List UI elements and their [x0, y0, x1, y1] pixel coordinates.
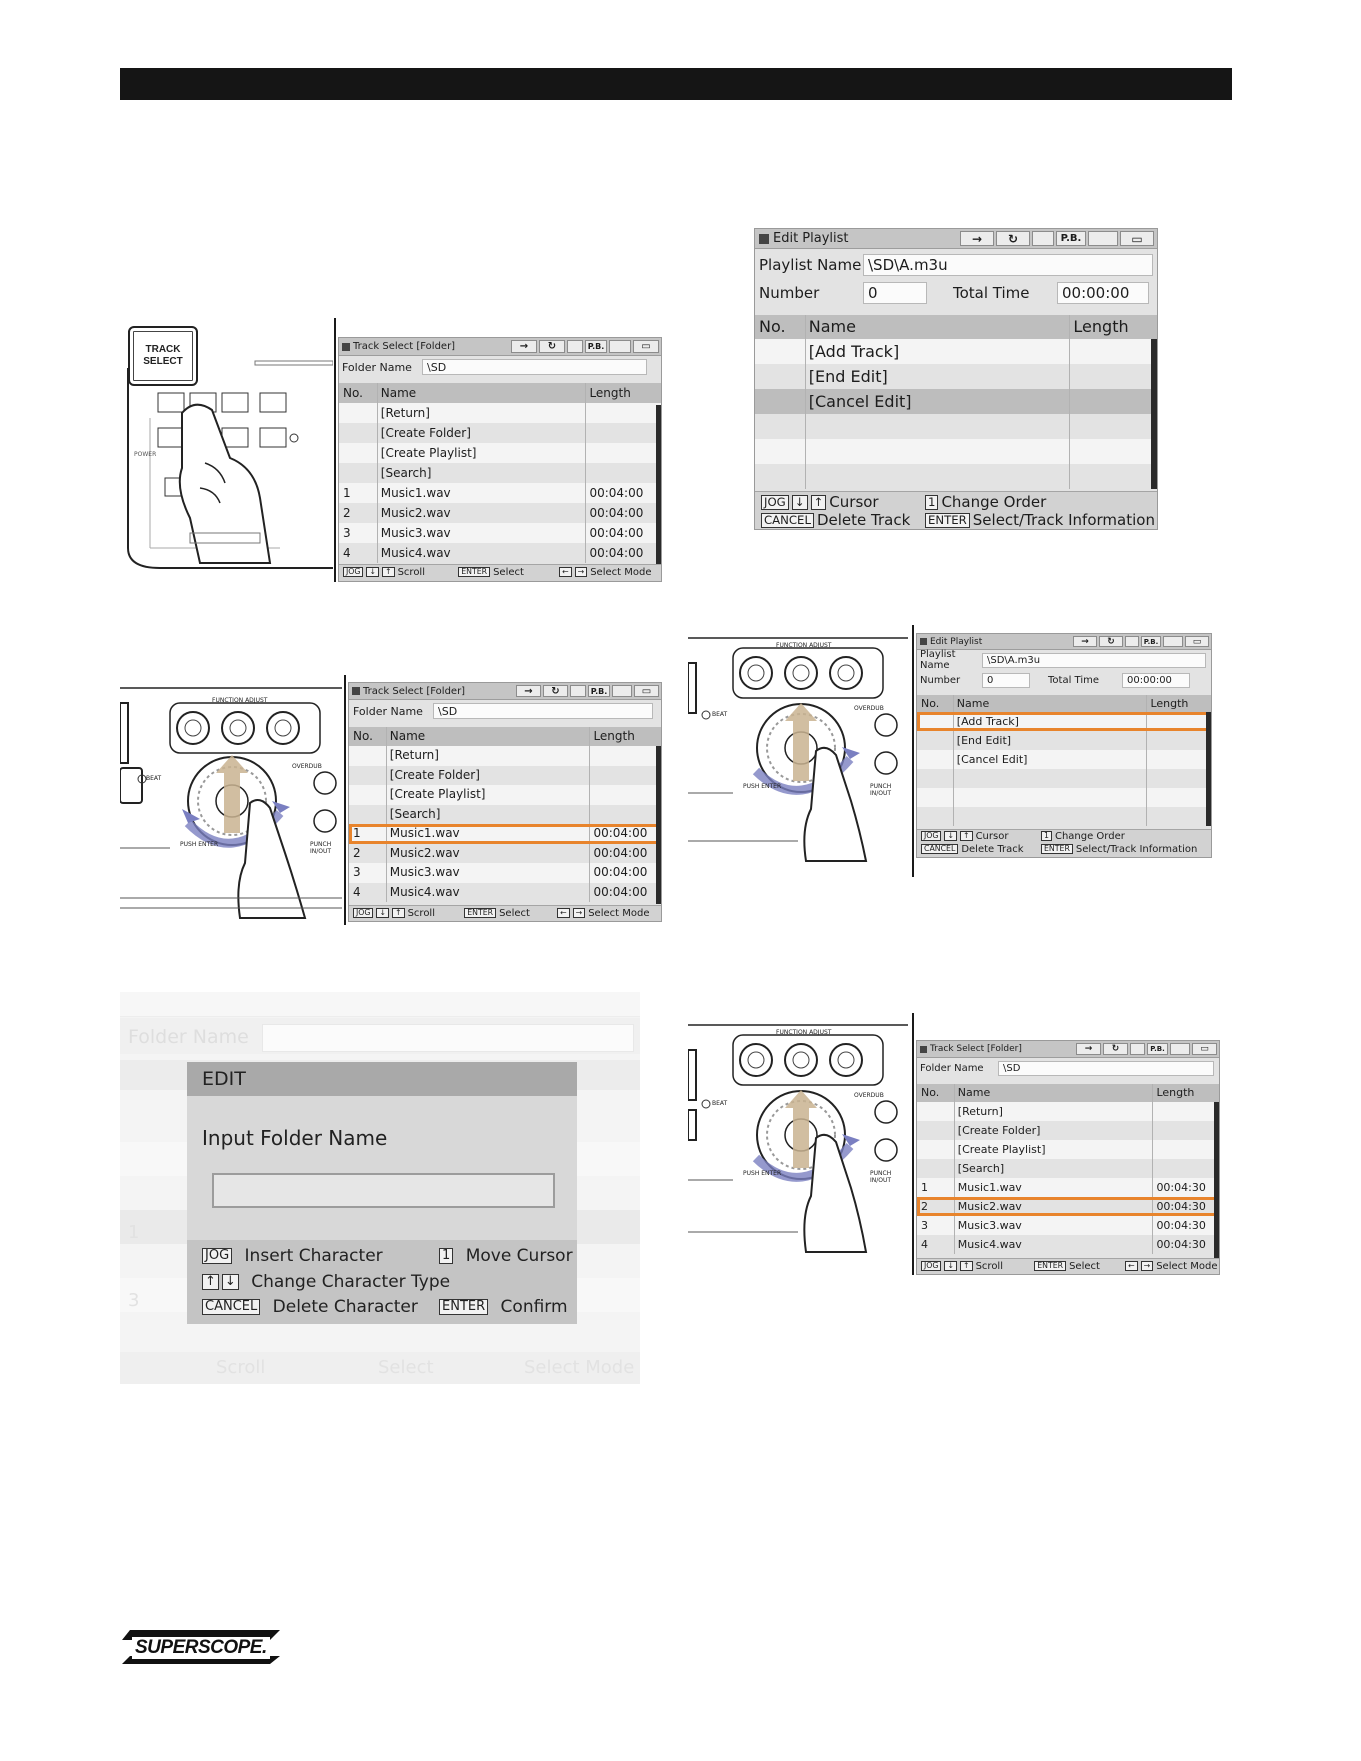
- one-key: 1: [439, 1248, 453, 1264]
- folder-name-field[interactable]: \SD: [998, 1061, 1214, 1076]
- row-name: [Return]: [955, 1102, 1154, 1121]
- table-row[interactable]: [917, 1140, 1219, 1159]
- battery-icon: ▭: [1192, 1043, 1217, 1055]
- divider-line-3: [912, 625, 914, 877]
- divider-line-4: [912, 1013, 914, 1275]
- pb-indicator: P.B.: [1056, 231, 1086, 246]
- table-row[interactable]: [349, 883, 661, 903]
- table-row[interactable]: [349, 766, 661, 786]
- edit-dialog: [187, 1062, 577, 1324]
- battery-icon: ▭: [1120, 231, 1154, 246]
- pb-indicator: P.B.: [1141, 636, 1161, 648]
- row-number: [917, 731, 954, 750]
- total-time-field[interactable]: 00:00:00: [1057, 282, 1149, 304]
- edit-dialog-title: EDIT: [202, 1068, 246, 1090]
- row-length: [586, 463, 661, 483]
- row-number: [349, 805, 387, 825]
- row-name: Music2.wav: [955, 1197, 1154, 1216]
- row-length: 00:04:30: [1156, 1238, 1206, 1251]
- blank-indicator: [570, 685, 586, 697]
- row-length: [1147, 712, 1211, 731]
- row-number: 4: [339, 543, 378, 563]
- row-name: [Return]: [378, 403, 587, 423]
- table-row[interactable]: [917, 1216, 1219, 1235]
- arrow-icon: →: [511, 340, 537, 353]
- row-name: Music4.wav: [378, 543, 587, 563]
- jog-key: JOG: [202, 1248, 232, 1264]
- row-number: [755, 389, 806, 414]
- row-name: [954, 807, 1148, 826]
- screen-footer: JOG ↓ ↑ Cursor 1 Change Order CANCEL Delete Track ENTER Select/Track Information: [755, 491, 1157, 529]
- row-number: [755, 464, 806, 489]
- row-length: 00:04:00: [593, 884, 648, 899]
- playlist-name-field[interactable]: \SD\A.m3u: [863, 254, 1153, 276]
- row-number: 3: [339, 523, 378, 543]
- blank-indicator: [1032, 231, 1054, 246]
- row-name: [Cancel Edit]: [954, 750, 1148, 769]
- row-name: [Create Folder]: [955, 1121, 1154, 1140]
- row-name: [End Edit]: [954, 731, 1148, 750]
- screen-footer: JOG ↓ ↑ Cursor 1 Change Order CANCEL Delete Track ENTER Select/Track Information: [917, 829, 1211, 857]
- track-select-screen-2: [348, 682, 662, 922]
- superscope-logo: [120, 1628, 288, 1668]
- faded-folder-field: [262, 1024, 634, 1052]
- screen-title: Track Select [Folder]: [930, 1044, 1022, 1054]
- row-name: Music2.wav: [387, 844, 591, 864]
- row-name: Music1.wav: [955, 1178, 1154, 1197]
- faded-footer-select-mode: Select Mode: [524, 1357, 635, 1378]
- row-length: 00:04:00: [589, 506, 644, 520]
- row-name: Music4.wav: [955, 1235, 1154, 1254]
- row-number: [349, 766, 387, 786]
- faded-row-no: 3: [128, 1290, 140, 1311]
- screen-title: Track Select [Folder]: [353, 341, 456, 352]
- row-length: [1153, 1140, 1219, 1159]
- row-length: [1153, 1102, 1219, 1121]
- battery-icon: ▭: [633, 340, 659, 353]
- row-length: 00:04:30: [1156, 1181, 1206, 1194]
- table-row[interactable]: [349, 805, 661, 825]
- cancel-key: CANCEL: [202, 1299, 260, 1315]
- row-number: 2: [917, 1197, 955, 1216]
- row-name: [954, 788, 1148, 807]
- row-number: 1: [917, 1178, 955, 1197]
- beat-label: BEAT: [712, 1100, 728, 1107]
- table-row[interactable]: [917, 1197, 1219, 1216]
- table-row[interactable]: [917, 1121, 1219, 1140]
- row-length: [590, 805, 661, 825]
- table-row[interactable]: [917, 807, 1211, 826]
- table-row[interactable]: [339, 403, 661, 423]
- row-name: [806, 464, 1071, 489]
- status-square-icon: [759, 234, 769, 244]
- status-square-icon: [920, 1046, 927, 1053]
- screen-title: Edit Playlist: [930, 636, 983, 647]
- punch-label: PUNCH IN/OUT: [870, 1170, 892, 1184]
- row-name: [Cancel Edit]: [806, 389, 1071, 414]
- row-name: [Search]: [955, 1159, 1154, 1178]
- jog-dial-illustration-2: [688, 633, 908, 865]
- row-number: 2: [349, 844, 387, 864]
- total-time-label: Total Time: [1048, 674, 1100, 686]
- row-length: [586, 423, 661, 443]
- row-length: [1147, 807, 1211, 826]
- row-number: [917, 1121, 955, 1140]
- table-row[interactable]: [349, 844, 661, 864]
- scrollbar[interactable]: [656, 405, 661, 565]
- playlist-name-field[interactable]: \SD\A.m3u: [982, 653, 1206, 668]
- enter-key: ENTER: [439, 1299, 488, 1315]
- function-adjust-label: FUNCTION ADJUST: [776, 642, 832, 649]
- col-length-header: Length: [1150, 697, 1189, 710]
- row-number: [917, 1102, 955, 1121]
- total-time-label: Total Time: [953, 284, 1030, 302]
- edit-dialog-title-bar: [187, 1062, 577, 1096]
- row-name: [Create Folder]: [378, 423, 587, 443]
- table-row[interactable]: [917, 769, 1211, 788]
- row-number: [917, 807, 954, 826]
- blank-indicator: [1163, 636, 1183, 648]
- row-name: [806, 439, 1071, 464]
- row-number: [917, 1159, 955, 1178]
- table-row[interactable]: [917, 1102, 1219, 1121]
- row-number: 4: [917, 1235, 955, 1254]
- push-enter-label: PUSH ENTER: [743, 1170, 782, 1177]
- punch-label: PUNCH IN/OUT: [310, 841, 332, 855]
- row-number: [755, 439, 806, 464]
- table-row[interactable]: [755, 414, 1157, 439]
- number-label: Number: [920, 674, 961, 686]
- folder-name-label: Folder Name: [353, 704, 423, 718]
- row-number: [917, 750, 954, 769]
- row-number: [339, 463, 378, 483]
- track-select-callout: [128, 326, 198, 386]
- row-length: 00:04:00: [589, 526, 644, 540]
- push-enter-label: PUSH ENTER: [743, 783, 782, 790]
- jog-dial-drawing: [688, 1020, 908, 1260]
- status-square-icon: [920, 638, 927, 645]
- screen-footer: JOG ↓ ↑ Scroll ENTER Select ← → Select Mode: [349, 905, 661, 921]
- screen-title: Edit Playlist: [773, 231, 849, 246]
- overdub-label: OVERDUB: [854, 705, 884, 712]
- status-square-icon: [342, 343, 350, 351]
- row-name: Music1.wav: [378, 483, 587, 503]
- col-length-header: Length: [1073, 317, 1129, 336]
- table-row[interactable]: [339, 463, 661, 483]
- screen-title: Track Select [Folder]: [363, 685, 466, 697]
- total-time-field[interactable]: 00:00:00: [1122, 673, 1190, 688]
- folder-name-field[interactable]: \SD: [422, 359, 647, 375]
- col-name-header: Name: [378, 383, 587, 403]
- battery-icon: ▭: [1185, 636, 1209, 648]
- edit-playlist-screen-small: [916, 633, 1212, 858]
- row-length: [1153, 1121, 1219, 1140]
- row-name: [806, 414, 1071, 439]
- folder-name-field[interactable]: \SD: [433, 703, 653, 719]
- blank-indicator: [1130, 1043, 1145, 1055]
- row-number: [755, 414, 806, 439]
- col-name-header: Name: [955, 1084, 1154, 1102]
- col-no-header: No.: [917, 1084, 955, 1102]
- col-name-header: Name: [387, 727, 591, 746]
- row-name: [Search]: [387, 805, 591, 825]
- row-length: [1147, 731, 1211, 750]
- row-number: 3: [349, 863, 387, 883]
- battery-icon: ▭: [634, 685, 659, 697]
- table-row[interactable]: [349, 746, 661, 766]
- row-length: [1070, 414, 1157, 439]
- blank-indicator: [609, 340, 631, 353]
- row-length: 00:04:30: [1156, 1200, 1206, 1213]
- row-length: [1070, 364, 1157, 389]
- row-number: [917, 1140, 955, 1159]
- status-square-icon: [352, 687, 360, 695]
- beat-label: BEAT: [712, 711, 728, 718]
- playlist-name-label: Playlist Name: [920, 649, 956, 671]
- row-number: [917, 788, 954, 807]
- blank-indicator: [1125, 636, 1139, 648]
- beat-label: BEAT: [146, 775, 162, 782]
- repeat-icon: ↻: [539, 340, 565, 353]
- overdub-label: OVERDUB: [854, 1092, 884, 1099]
- table-row[interactable]: [917, 1159, 1219, 1178]
- track-select-button-illustration: [120, 318, 333, 580]
- track-select-screen-1: [338, 337, 662, 582]
- row-number: [755, 339, 806, 364]
- table-row[interactable]: [339, 543, 661, 563]
- table-row[interactable]: [755, 439, 1157, 464]
- table-row[interactable]: [339, 483, 661, 503]
- row-length: [590, 766, 661, 786]
- row-number: [917, 769, 954, 788]
- table-row[interactable]: [339, 423, 661, 443]
- row-length: [1153, 1159, 1219, 1178]
- row-number: 3: [917, 1216, 955, 1235]
- row-length: [1070, 439, 1157, 464]
- table-row[interactable]: [755, 389, 1157, 414]
- arrow-icon: →: [516, 685, 541, 697]
- table-row[interactable]: [917, 750, 1211, 769]
- arrow-icon: →: [1073, 636, 1097, 648]
- table-row[interactable]: [339, 503, 661, 523]
- logo-text: SUPERSCOPE.: [132, 1637, 270, 1659]
- row-name: Music3.wav: [387, 863, 591, 883]
- table-row[interactable]: [917, 731, 1211, 750]
- table-row[interactable]: [349, 824, 661, 844]
- table-row[interactable]: [755, 339, 1157, 364]
- pb-indicator: P.B.: [1147, 1043, 1168, 1055]
- number-field[interactable]: 0: [863, 282, 927, 304]
- row-name: [End Edit]: [806, 364, 1071, 389]
- screen-footer: JOG ↓ ↑ Scroll ENTER Select ← → Select Mode: [917, 1258, 1219, 1274]
- section-header-bar: [120, 68, 1232, 100]
- row-name: Music3.wav: [378, 523, 587, 543]
- edit-dialog-prompt: Input Folder Name: [202, 1126, 388, 1150]
- number-field[interactable]: 0: [982, 673, 1030, 688]
- row-number: [339, 403, 378, 423]
- row-name: [954, 769, 1148, 788]
- repeat-icon: ↻: [543, 685, 568, 697]
- row-length: [1147, 750, 1211, 769]
- col-length-header: Length: [589, 386, 631, 400]
- row-name: [Add Track]: [954, 712, 1148, 731]
- scrollbar[interactable]: [1206, 712, 1211, 826]
- col-name-header: Name: [954, 695, 1148, 712]
- faded-footer-scroll: Scroll: [216, 1357, 266, 1378]
- scrollbar[interactable]: [1214, 1102, 1219, 1258]
- up-key: ↑: [202, 1274, 219, 1290]
- row-length: [586, 403, 661, 423]
- row-name: [Return]: [387, 746, 591, 766]
- folder-name-label: Folder Name: [920, 1063, 984, 1074]
- faded-title-bar: [120, 992, 640, 1017]
- col-name-header: Name: [806, 315, 1071, 339]
- function-adjust-label: FUNCTION ADJUST: [212, 697, 268, 704]
- blank-indicator: [1170, 1043, 1190, 1055]
- row-number: [339, 443, 378, 463]
- row-number: 1: [339, 483, 378, 503]
- row-length: 00:04:00: [593, 845, 648, 860]
- row-name: [Create Playlist]: [387, 785, 591, 805]
- col-no-header: No.: [339, 383, 378, 403]
- blank-indicator: [612, 685, 632, 697]
- repeat-icon: ↻: [1099, 636, 1123, 648]
- table-row[interactable]: [917, 788, 1211, 807]
- row-number: [917, 712, 954, 731]
- row-number: [349, 785, 387, 805]
- table-row[interactable]: [755, 364, 1157, 389]
- jog-dial-illustration-1: [120, 683, 342, 923]
- row-name: Music1.wav: [387, 824, 591, 844]
- scrollbar[interactable]: [656, 746, 661, 904]
- edit-playlist-screen-large: [754, 228, 1158, 530]
- pb-indicator: P.B.: [585, 340, 607, 353]
- playlist-name-label: Playlist Name: [759, 256, 862, 274]
- blank-indicator: [567, 340, 583, 353]
- table-row[interactable]: [349, 785, 661, 805]
- table-row[interactable]: [339, 523, 661, 543]
- col-length-header: Length: [1156, 1086, 1195, 1099]
- scrollbar[interactable]: [1151, 339, 1157, 489]
- table-row[interactable]: [917, 712, 1211, 731]
- row-number: [339, 423, 378, 443]
- table-row[interactable]: [917, 1178, 1219, 1197]
- row-length: [1070, 464, 1157, 489]
- row-length: [1070, 389, 1157, 414]
- row-length: 00:04:00: [593, 865, 648, 879]
- faded-folder-label: Folder Name: [128, 1026, 249, 1048]
- punch-label: PUNCH IN/OUT: [870, 783, 892, 797]
- row-length: 00:04:00: [593, 826, 648, 840]
- col-no-header: No.: [755, 315, 806, 339]
- screen-footer: JOG ↓ ↑ Scroll ENTER Select ← → Select Mode: [339, 564, 661, 581]
- row-name: [Create Folder]: [387, 766, 591, 786]
- divider-line-1: [334, 318, 336, 582]
- faded-row-no: 1: [128, 1222, 140, 1243]
- row-length: [586, 443, 661, 463]
- col-no-header: No.: [349, 727, 387, 746]
- row-length: [590, 785, 661, 805]
- down-key: ↓: [222, 1274, 239, 1290]
- row-number: 2: [339, 503, 378, 523]
- arrow-icon: →: [1076, 1043, 1101, 1055]
- row-name: [Search]: [378, 463, 587, 483]
- row-length: [1070, 339, 1157, 364]
- push-enter-label: PUSH ENTER: [180, 841, 219, 848]
- row-length: [1147, 788, 1211, 807]
- arrow-icon: →: [960, 231, 994, 246]
- row-length: 00:04:00: [589, 486, 644, 500]
- table-row[interactable]: [917, 1235, 1219, 1254]
- divider-line-2: [344, 675, 346, 925]
- power-label: POWER: [134, 451, 157, 458]
- repeat-icon: ↻: [996, 231, 1030, 246]
- faded-footer-select: Select: [378, 1357, 434, 1378]
- row-length: [1147, 769, 1211, 788]
- edit-dialog-help: JOG Insert Character 1 Move Cursor ↑ ↓ Change Character Type CANCEL Delete Character ENTER Confirm: [187, 1240, 577, 1324]
- repeat-icon: ↻: [1103, 1043, 1128, 1055]
- table-row[interactable]: [755, 464, 1157, 489]
- col-no-header: No.: [917, 695, 954, 712]
- row-number: [755, 364, 806, 389]
- col-length-header: Length: [593, 729, 635, 743]
- track-select-screen-3: [916, 1040, 1220, 1275]
- table-row[interactable]: [349, 863, 661, 883]
- row-length: [590, 746, 661, 766]
- table-row[interactable]: [339, 443, 661, 463]
- jog-dial-drawing: [120, 683, 342, 923]
- row-length: 00:04:00: [589, 546, 644, 560]
- pb-indicator: P.B.: [588, 685, 610, 697]
- callout-label: TRACK SELECT: [143, 344, 183, 367]
- row-number: 1: [349, 824, 387, 844]
- folder-name-input[interactable]: [212, 1173, 555, 1208]
- number-label: Number: [759, 284, 820, 302]
- row-number: [349, 746, 387, 766]
- overdub-label: OVERDUB: [292, 763, 322, 770]
- row-length: 00:04:30: [1156, 1219, 1206, 1232]
- row-name: Music3.wav: [955, 1216, 1154, 1235]
- row-name: Music2.wav: [378, 503, 587, 523]
- row-name: [Create Playlist]: [378, 443, 587, 463]
- jog-dial-drawing: [688, 633, 908, 865]
- jog-dial-illustration-3: [688, 1020, 908, 1260]
- row-name: [Create Playlist]: [955, 1140, 1154, 1159]
- function-adjust-label: FUNCTION ADJUST: [776, 1029, 832, 1036]
- row-number: 4: [349, 883, 387, 903]
- row-name: [Add Track]: [806, 339, 1071, 364]
- folder-name-label: Folder Name: [342, 360, 412, 374]
- blank-indicator: [1088, 231, 1118, 246]
- row-name: Music4.wav: [387, 883, 591, 903]
